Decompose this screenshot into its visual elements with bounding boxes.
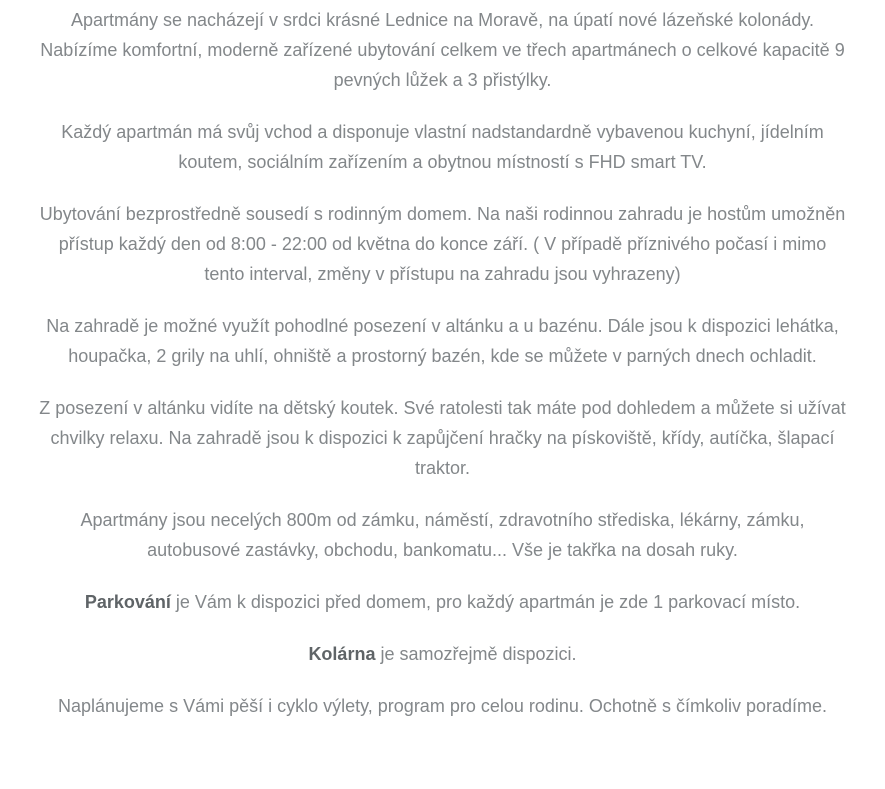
paragraph-trips: Naplánujeme s Vámi pěší i cyklo výlety, program pro celou rodinu. Ochotně s čímkoliv poradíme. [58, 696, 827, 716]
paragraph-text: je Vám k dispozici před domem, pro každý apartmán je zde 1 parkovací místo. [175, 592, 801, 612]
bike-room-bold-label: Kolárna [308, 644, 376, 664]
parking-bold-label: Parkování [84, 592, 171, 612]
paragraph-parking [37, 587, 849, 617]
apartment-description-content [37, 0, 849, 721]
paragraph-apartment-features: Každý apartmán má svůj vchod a disponuje vlastní nadstandardně vybavenou kuchyní, jídelním koutem, sociálním zařízením a obytnou místností s FHD smart TV. [61, 122, 824, 172]
paragraph-garden-access: Ubytování bezprostředně sousedí s rodinným domem. Na naši rodinnou zahradu je hostům umožněn přístup každý den od 8:00 - 22:00 od května do konce září. ( V případě příznivého počasí i mimo tento interval, změny v přístupu na zahradu jsou vyhrazeny) [39, 204, 846, 284]
paragraph-bike-room [37, 639, 849, 669]
paragraph-kids-corner: Z posezení v altánku vidíte na dětský koutek. Své ratolesti tak máte pod dohledem a můžete si užívat chvilky relaxu. Na zahradě jsou k dispozici k zapůjčení hračky na pískoviště, křídy, autíčka, šlapací traktor. [39, 398, 846, 478]
paragraph-text: je samozřejmě dispozici. [380, 644, 577, 664]
paragraph-location: Apartmány jsou necelých 800m od zámku, náměstí, zdravotního střediska, lékárny, zámku, autobusové zastávky, obchodu, bankomatu... Vše je takřka na dosah ruky. [80, 510, 805, 560]
paragraph-garden-amenities: Na zahradě je možné využít pohodlné posezení v altánku a u bazénu. Dále jsou k dispozici lehátka, houpačka, 2 grily na uhlí, ohniště a prostorný bazén, kde se můžete v parných dnech ochladit. [46, 316, 839, 366]
paragraph-intro: Apartmány se nacházejí v srdci krásné Lednice na Moravě, na úpatí nové lázeňské kolonády. Nabízíme komfortní, moderně zařízené ubytování celkem ve třech apartmánech o celkové kapacitě 9 pevných lůžek a 3 přistýlky. [40, 10, 845, 90]
